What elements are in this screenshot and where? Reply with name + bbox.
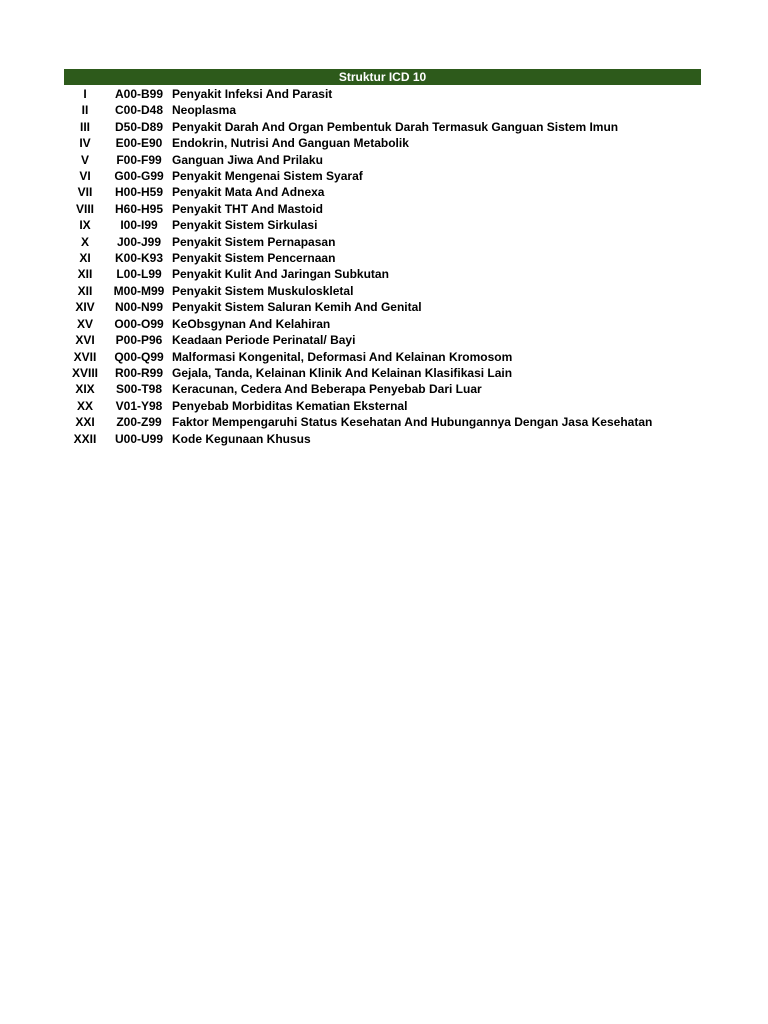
- chapter-description-cell: Keracunan, Cedera And Beberapa Penyebab Dari Luar: [172, 382, 482, 397]
- chapter-description-cell: Malformasi Kongenital, Deformasi And Kelainan Kromosom: [172, 349, 513, 364]
- chapter-description-cell: Penyakit THT And Mastoid: [172, 201, 323, 216]
- chapter-description-cell: Penyakit Kulit And Jaringan Subkutan: [172, 267, 389, 282]
- table-row: [64, 234, 701, 250]
- chapter-description-cell: Penyakit Sistem Muskuloskletal: [172, 283, 354, 298]
- table-row: [64, 283, 701, 299]
- chapter-description-cell: Penyakit Sistem Sirkulasi: [172, 218, 318, 233]
- chapter-number-cell: VI: [79, 169, 91, 184]
- code-range-cell: S00-T98: [115, 382, 163, 397]
- code-range-cell: H00-H59: [114, 185, 164, 200]
- chapter-number-cell: IV: [79, 136, 91, 151]
- table-row: [64, 135, 701, 151]
- chapter-number-cell: XV: [76, 316, 93, 331]
- chapter-number-cell: III: [79, 119, 90, 134]
- icd-structure-sheet: [64, 69, 701, 447]
- chapter-description-cell: Kode Kegunaan Khusus: [172, 431, 311, 446]
- code-range-cell: N00-N99: [114, 300, 164, 315]
- code-range-cell: I00-I99: [120, 218, 158, 233]
- chapter-number-cell: XVIII: [71, 365, 98, 380]
- chapter-description-cell: Keadaan Periode Perinatal/ Bayi: [172, 333, 356, 348]
- chapter-description-cell: Penyakit Mata And Adnexa: [172, 185, 325, 200]
- chapter-number-cell: II: [81, 103, 89, 118]
- table-title: Struktur ICD 10: [64, 69, 701, 85]
- table-row: [64, 168, 701, 184]
- code-range-cell: F00-F99: [116, 152, 162, 167]
- chapter-number-cell: VIII: [75, 201, 94, 216]
- code-range-cell: K00-K93: [114, 251, 164, 266]
- code-range-cell: J00-J99: [116, 234, 162, 249]
- chapter-description-cell: Penyakit Sistem Pernapasan: [172, 234, 336, 249]
- code-range-cell: P00-P96: [115, 333, 163, 348]
- code-range-cell: O00-O99: [114, 316, 164, 331]
- table-row: [64, 316, 701, 332]
- code-range-cell: M00-M99: [113, 283, 165, 298]
- code-range-cell: V01-Y98: [115, 398, 163, 413]
- chapter-description-cell: Penyebab Morbiditas Kematian Eksternal: [172, 398, 408, 413]
- chapter-number-cell: I: [83, 87, 87, 101]
- table-row: [64, 332, 701, 348]
- chapter-description-cell: Endokrin, Nutrisi And Ganguan Metabolik: [172, 136, 409, 151]
- chapter-description-cell: Penyakit Darah And Organ Pembentuk Darah Termasuk Ganguan Sistem Imun: [172, 119, 619, 134]
- chapter-description-cell: Penyakit Sistem Pencernaan: [172, 251, 336, 266]
- chapter-number-cell: XIX: [75, 382, 95, 397]
- chapter-description-cell: KeObsgynan And Kelahiran: [172, 316, 331, 331]
- icd-table-body: [64, 86, 701, 447]
- table-row: [64, 349, 701, 365]
- chapter-number-cell: VII: [77, 185, 93, 200]
- code-range-cell: C00-D48: [114, 103, 164, 118]
- code-range-cell: A00-B99: [114, 87, 164, 101]
- table-row: [64, 414, 701, 430]
- table-row: [64, 86, 701, 102]
- chapter-number-cell: XII: [77, 267, 93, 282]
- chapter-description-cell: Gejala, Tanda, Kelainan Klinik And Kelainan Klasifikasi Lain: [172, 365, 513, 380]
- table-row: [64, 266, 701, 282]
- table-row: [64, 431, 701, 447]
- chapter-description-cell: Ganguan Jiwa And Prilaku: [172, 152, 323, 167]
- code-range-cell: U00-U99: [114, 431, 164, 446]
- table-row: [64, 217, 701, 233]
- table-row: [64, 152, 701, 168]
- code-range-cell: Z00-Z99: [116, 415, 162, 430]
- chapter-number-cell: XXI: [75, 415, 95, 430]
- table-row: [64, 250, 701, 266]
- table-row: [64, 102, 701, 118]
- table-row: [64, 381, 701, 397]
- chapter-number-cell: XX: [76, 398, 93, 413]
- chapter-number-cell: V: [80, 152, 89, 167]
- code-range-cell: L00-L99: [116, 267, 162, 282]
- code-range-cell: D50-D89: [114, 119, 164, 134]
- code-range-cell: G00-G99: [114, 169, 164, 184]
- chapter-description-cell: Penyakit Infeksi And Parasit: [172, 87, 333, 101]
- chapter-number-cell: XVII: [73, 349, 97, 364]
- table-row: [64, 119, 701, 135]
- chapter-number-cell: XXII: [73, 431, 97, 446]
- chapter-number-cell: XI: [79, 251, 91, 266]
- table-row: [64, 398, 701, 414]
- table-row: [64, 299, 701, 315]
- icd-chapter-table: [64, 86, 701, 447]
- chapter-description-cell: Penyakit Mengenai Sistem Syaraf: [172, 169, 363, 184]
- chapter-number-cell: XVI: [75, 333, 95, 348]
- chapter-number-cell: X: [80, 234, 89, 249]
- chapter-description-cell: Faktor Mempengaruhi Status Kesehatan And Hubungannya Dengan Jasa Kesehatan: [172, 415, 653, 430]
- chapter-number-cell: XIV: [75, 300, 95, 315]
- table-row: [64, 201, 701, 217]
- code-range-cell: E00-E90: [115, 136, 163, 151]
- code-range-cell: R00-R99: [114, 365, 164, 380]
- code-range-cell: H60-H95: [114, 201, 164, 216]
- chapter-number-cell: IX: [79, 218, 91, 233]
- code-range-cell: Q00-Q99: [114, 349, 164, 364]
- chapter-description-cell: Neoplasma: [172, 103, 237, 118]
- table-row: [64, 365, 701, 381]
- chapter-description-cell: Penyakit Sistem Saluran Kemih And Genital: [172, 300, 422, 315]
- chapter-number-cell: XII: [77, 283, 93, 298]
- table-row: [64, 184, 701, 200]
